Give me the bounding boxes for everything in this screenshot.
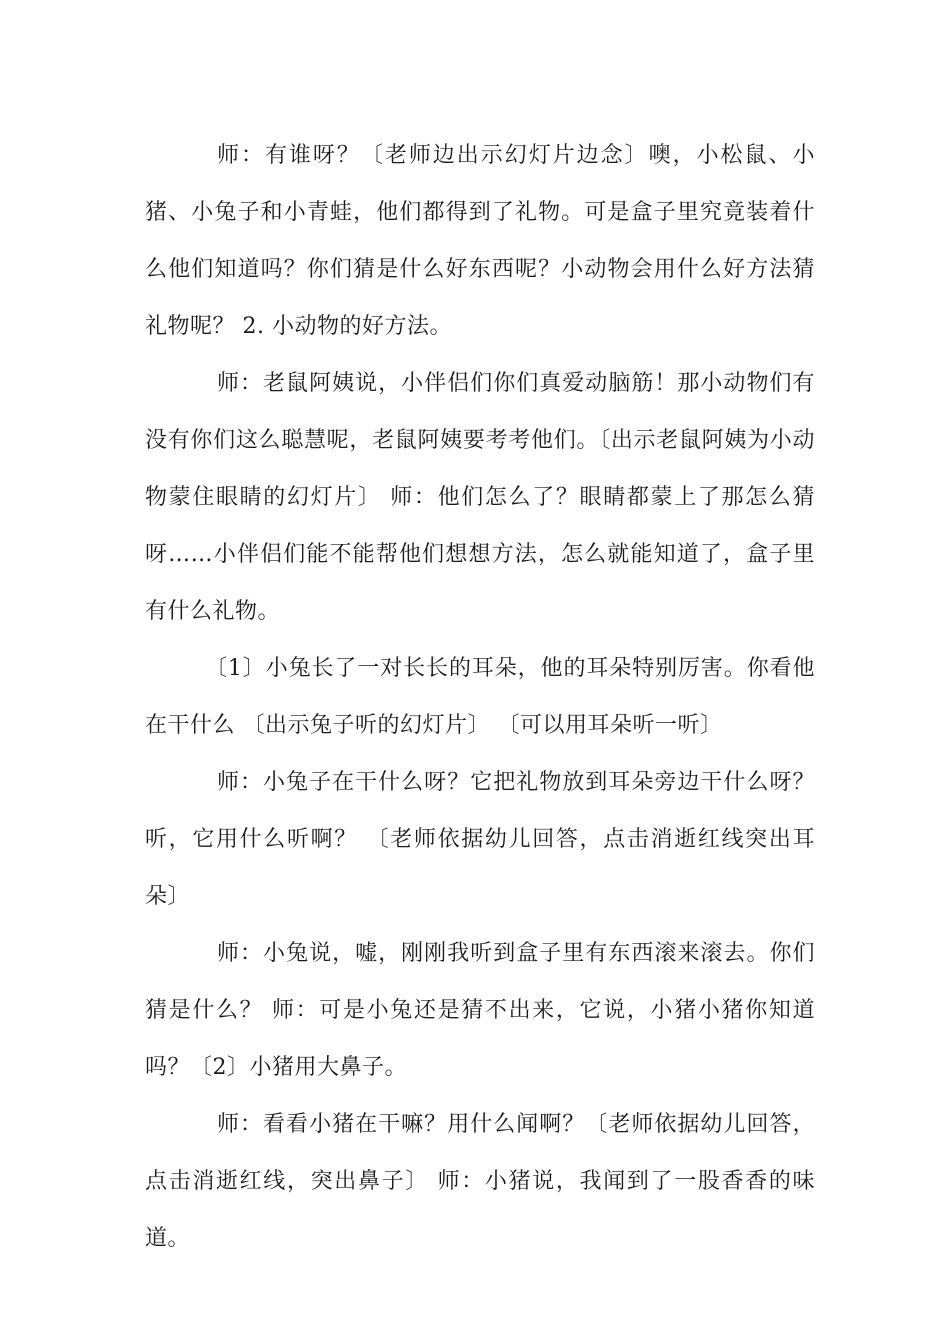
paragraph-4: 师：小兔子在干什么呀？它把礼物放到耳朵旁边干什么呀？听，它用什么听啊？ 〔老师依据幼儿回答，点击消逝红线突出耳朵〕: [145, 770, 815, 909]
paragraph-2: 师：老鼠阿姨说，小伴侣们你们真爱动脑筋！那小动物们有没有你们这么聪慧呢，老鼠阿姨要考考他们。〔出示老鼠阿姨为小动物蒙住眼睛的幻灯片〕 师：他们怎么了？眼睛都蒙上了那怎么猜呀……小伴侣们能不能帮他们想想方法，怎么就能知道了，盒子里有什么礼物。: [145, 371, 815, 624]
paragraph-1: 师：有谁呀？〔老师边出示幻灯片边念〕噢，小松鼠、小猪、小兔子和小青蛙，他们都得到了礼物。可是盒子里究竟装着什么他们知道吗？你们猜是什么好东西呢？小动物会用什么好方法猜礼物呢？ 2. 小动物的好方法。: [145, 143, 815, 339]
document-body: [145, 127, 815, 1267]
paragraph-6: 师：看看小猪在干嘛？用什么闻啊？〔老师依据幼儿回答，点击消逝红线，突出鼻子〕 师：小猪说，我闻到了一股香香的味道。: [145, 1112, 815, 1251]
paragraph-3: 〔1〕小兔长了一对长长的耳朵，他的耳朵特别厉害。你看他在干什么 〔出示兔子听的幻灯片〕 〔可以用耳朵听一听〕: [145, 656, 815, 738]
paragraph-5: 师：小兔说，嘘，刚刚我听到盒子里有东西滚来滚去。你们猜是什么？ 师：可是小兔还是猜不出来，它说，小猪小猪你知道吗？〔2〕小猪用大鼻子。: [145, 941, 815, 1080]
